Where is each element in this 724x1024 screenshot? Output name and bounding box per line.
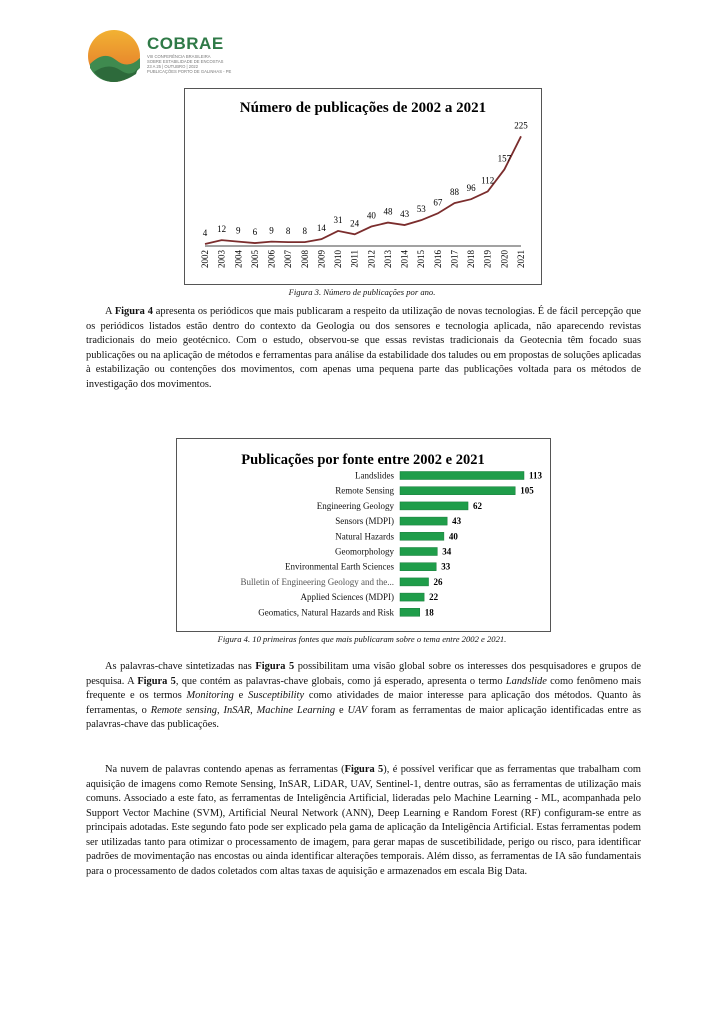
bar — [400, 502, 468, 510]
x-tick-label: 2013 — [382, 250, 393, 268]
paragraph-2 — [86, 660, 641, 733]
data-label: 24 — [350, 218, 360, 229]
chart-title: Publicações por fonte entre 2002 e 2021 — [241, 452, 485, 468]
text-run: ), é possível verificar que as ferramentas que trabalham com aquisição de imagens como Remote Sensing, InSAR, LiDAR, UAV, Sentinel-1, dentre outras, são as ferramentas de utilização mais comuns. Associado a este fato, as ferramentas de Inteligência Artificial, lideradas pelo Machine Learning - ML, acompanhada pelo Support Vector Machine (SVM), Artificial Neural Network (ANN), Deep Learning e Random Forest (RF) configuram-se entre as principais adotadas. Este segundo fato pode ser explicado pela gama de aplicação da Inteligência Artificial. Estas ferramentas podem ser utilizadas tanto para otimizar o processamento de imagem, para gerar mapas de suscetibilidade, perigo ou risco, para identificar padrões de movimentação nas encostas ou ainda identificar alterações temporais. Além disso, as ferramentas de IA são fundamentais para o processamento de dados coletados com altas taxas de aquisição e armazenados em escala Big Data. — [86, 764, 641, 877]
category-label: Natural Hazards — [335, 531, 394, 542]
figure-4-bar-chart — [176, 438, 551, 632]
data-label: 34 — [442, 546, 452, 557]
data-label: 43 — [452, 516, 462, 527]
category-label: Applied Sciences (MDPI) — [300, 592, 394, 603]
data-label: 67 — [433, 197, 443, 208]
category-label: Landslides — [355, 470, 394, 481]
bold-text-run: Figura 5 — [137, 675, 176, 687]
text-run: A — [105, 306, 115, 317]
data-label: 6 — [252, 227, 258, 238]
bar — [400, 563, 436, 571]
x-tick-label: 2010 — [333, 250, 344, 268]
data-label: 96 — [466, 183, 476, 194]
x-tick-label: 2019 — [482, 250, 493, 268]
data-label: 9 — [269, 225, 274, 236]
x-tick-label: 2005 — [249, 250, 260, 268]
category-label: Sensors (MDPI) — [335, 516, 394, 527]
data-label: 9 — [236, 225, 241, 236]
text-run: As palavras-chave sintetizadas nas — [105, 661, 256, 672]
x-tick-label: 2011 — [349, 250, 360, 268]
data-label: 113 — [529, 470, 543, 481]
x-tick-label: 2006 — [266, 250, 277, 268]
data-label: 22 — [429, 592, 439, 603]
logo-line: 23 A 25 | OUTUBRO | 2022 — [147, 64, 199, 69]
logo-line: PUBLICAÇÕES PORTO DE GALINHAS - PE — [147, 69, 232, 74]
x-tick-label: 2018 — [466, 250, 477, 268]
category-label: Bulletin of Engineering Geology and the... — [240, 576, 394, 587]
italic-text-run: Landslide — [505, 675, 547, 687]
data-label: 157 — [497, 153, 512, 164]
bar — [400, 472, 524, 480]
x-tick-label: 2012 — [366, 250, 377, 268]
italic-text-run: UAV — [347, 704, 368, 716]
data-label: 88 — [449, 187, 459, 198]
text-run: como atividades de maior interesse para aplicação dos métodos. Quanto às ferramentas, o — [86, 690, 641, 716]
italic-text-run: Machine Learning — [256, 704, 336, 716]
bar — [400, 593, 424, 601]
data-label: 43 — [400, 209, 410, 220]
italic-text-run: Susceptibility — [248, 690, 305, 702]
x-tick-label: 2004 — [233, 250, 244, 268]
logo-emblem-icon — [86, 28, 142, 84]
bold-text-run: Figura 4 — [114, 306, 153, 317]
text-run: e — [335, 704, 348, 716]
x-tick-label: 2021 — [516, 250, 526, 268]
data-label: 8 — [285, 226, 291, 237]
category-label: Geomorphology — [335, 546, 394, 557]
x-tick-label: 2017 — [449, 250, 460, 268]
data-label: 31 — [333, 214, 343, 225]
text-run: , — [250, 704, 257, 716]
data-label: 225 — [514, 120, 528, 131]
bold-text-run: Figura 5 — [344, 764, 384, 775]
logo-line: VIII CONFERÊNCIA BRASILEIRA — [147, 54, 211, 59]
data-label: 12 — [217, 224, 227, 235]
text-run: apresenta os periódicos que mais publicaram a respeito da utilização de novas tecnologias. É de fácil percepção que os periódicos listados estão dentro do contexto da Geologia ou dos sensores e tecnologia aplicada, não aparecendo revistas tradicionais do meio geotécnico. Com o estudo, observou-se que essas revistas tradicionais da Geotecnia têm focado suas publicações ou na aplicação de métodos e ferramentas para análise da estabilidade dos taludes ou em propostas de soluções aplicadas à estabilização ou contenções dos movimentos, com apenas uma pequena parte das publicações voltada para os métodos de investigação dos movimentos. — [86, 306, 641, 390]
paragraph-3 — [86, 763, 641, 879]
bar — [400, 532, 444, 540]
x-tick-label: 2002 — [200, 250, 210, 268]
data-label: 105 — [520, 485, 534, 496]
text-run: Na nuvem de palavras contendo apenas as ferramentas ( — [105, 764, 345, 775]
x-tick-label: 2016 — [432, 250, 443, 268]
data-label: 18 — [424, 607, 434, 618]
x-tick-label: 2020 — [499, 250, 510, 268]
text-run: como fenômeno mais frequente e os termos — [86, 675, 642, 702]
category-label: Geomatics, Natural Hazards and Risk — [258, 607, 394, 618]
bar-chart-svg — [177, 439, 550, 631]
figure-3-caption: Figura 3. Número de publicações por ano. — [288, 287, 436, 297]
x-tick-label: 2008 — [299, 250, 310, 268]
figure-4-caption: Figura 4. 10 primeiras fontes que mais publicaram sobre o tema entre 2002 e 2021. — [217, 634, 507, 644]
x-tick-label: 2007 — [283, 250, 294, 268]
data-label: 40 — [366, 210, 376, 221]
x-tick-label: 2003 — [216, 250, 227, 268]
italic-text-run: InSAR — [223, 704, 251, 716]
paragraph-1 — [86, 305, 641, 392]
data-label: 112 — [481, 175, 495, 186]
chart-title: Número de publicações de 2002 a 2021 — [239, 100, 487, 116]
data-label: 40 — [448, 531, 458, 542]
text-run: possibilitam uma visão global sobre os interesses dos pesquisadores e grupos de pesquisa. A — [86, 661, 641, 687]
data-label: 53 — [416, 204, 426, 215]
data-label: 14 — [316, 223, 326, 234]
x-tick-label: 2015 — [416, 249, 427, 268]
data-label: 26 — [433, 576, 443, 587]
figure-3-line-chart — [184, 88, 542, 285]
bar — [400, 548, 437, 556]
bar — [400, 517, 447, 525]
logo-line: SOBRE ESTABILIDADE DE ENCOSTAS — [147, 59, 224, 64]
logo-name: COBRAE — [147, 34, 224, 53]
italic-text-run: Monitoring — [186, 690, 234, 702]
line-chart-svg — [185, 89, 541, 284]
bar — [400, 608, 420, 616]
italic-text-run: Remote sensing — [150, 704, 217, 716]
data-label: 48 — [383, 206, 393, 217]
data-label: 62 — [473, 500, 483, 511]
text-run: e — [233, 690, 249, 702]
x-tick-label: 2009 — [316, 250, 327, 268]
cobrae-logo — [86, 28, 286, 88]
text-run: , que contém as palavras-chave globais, como já esperado, apresenta o termo — [175, 675, 506, 687]
category-label: Remote Sensing — [335, 485, 394, 496]
data-label: 33 — [441, 561, 451, 572]
category-label: Environmental Earth Sciences — [285, 561, 394, 572]
data-label: 4 — [202, 228, 208, 239]
bold-text-run: Figura 5 — [255, 661, 295, 672]
text-run: foram as ferramentas de maior aplicação identificadas entre as palavras-chave das publicações. — [86, 704, 641, 731]
category-label: Engineering Geology — [316, 500, 394, 511]
data-label: 8 — [302, 226, 308, 237]
bar — [400, 578, 429, 586]
text-run: , — [217, 704, 224, 716]
bar — [400, 487, 515, 495]
x-tick-label: 2014 — [399, 250, 410, 268]
